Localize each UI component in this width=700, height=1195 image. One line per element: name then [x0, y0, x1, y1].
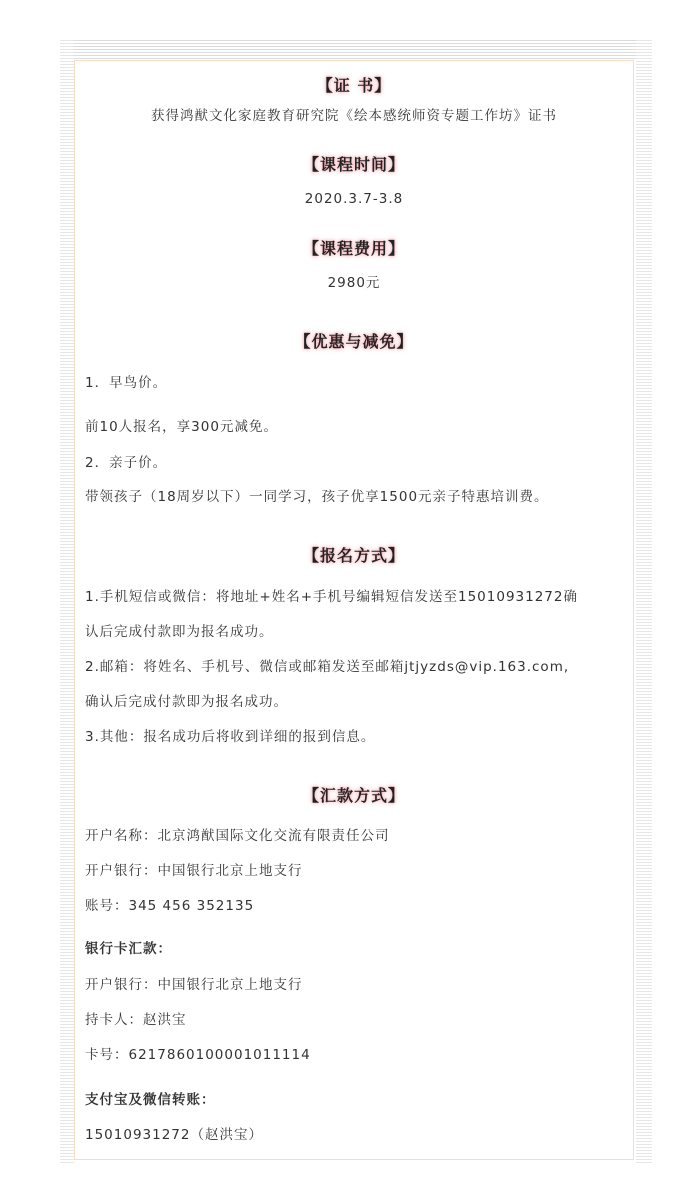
discount-line: 前10人报名，享300元减免。: [85, 419, 278, 435]
account-number: 账号：345 456 352135: [85, 898, 255, 914]
account-bank: 开户银行：中国银行北京上地支行: [85, 863, 303, 879]
alipay-wechat-number: 15010931272（赵洪宝）: [85, 1127, 263, 1143]
card-bank: 开户银行：中国银行北京上地支行: [85, 977, 303, 993]
course-fee-heading: 【课程费用】: [302, 239, 405, 258]
discount-line: 1．早鸟价。: [85, 375, 168, 391]
account-name: 开户名称：北京鸿猷国际文化交流有限责任公司: [85, 828, 390, 844]
card-number: 卡号：6217860100001011114: [85, 1047, 311, 1063]
background-line-pattern-left: [60, 40, 74, 1165]
certificate-heading: 【证 书】: [316, 76, 392, 95]
alipay-wechat-title: 支付宝及微信转账：: [85, 1092, 216, 1108]
bank-card-title: 银行卡汇款：: [85, 941, 172, 957]
certificate-text: 获得鸿猷文化家庭教育研究院《绘本感统师资专题工作坊》证书: [151, 108, 557, 124]
card-holder: 持卡人：赵洪宝: [85, 1012, 187, 1028]
registration-line: 认后完成付款即为报名成功。: [85, 624, 274, 640]
remittance-heading: 【汇款方式】: [302, 786, 405, 805]
content-card: [74, 60, 634, 1160]
background-line-pattern-right: [636, 40, 652, 1165]
course-fee-text: 2980元: [327, 275, 381, 291]
registration-heading: 【报名方式】: [302, 546, 405, 565]
course-time-heading: 【课程时间】: [302, 155, 405, 174]
course-time-text: 2020.3.7-3.8: [304, 191, 404, 207]
discount-heading: 【优惠与减免】: [294, 332, 414, 351]
discount-line: 2．亲子价。: [85, 455, 168, 471]
registration-line: 2.邮箱：将姓名、手机号、微信或邮箱发送至邮箱jtjyzds@vip.163.com,: [85, 659, 570, 675]
discount-line: 带领孩子（18周岁以下）一同学习，孩子优享1500元亲子特惠培训费。: [85, 489, 549, 505]
background-line-pattern-top: [60, 40, 652, 60]
registration-line: 3.其他：报名成功后将收到详细的报到信息。: [85, 729, 376, 745]
registration-line: 1.手机短信或微信：将地址+姓名+手机号编辑短信发送至15010931272确: [85, 589, 578, 605]
registration-line: 确认后完成付款即为报名成功。: [85, 694, 288, 710]
